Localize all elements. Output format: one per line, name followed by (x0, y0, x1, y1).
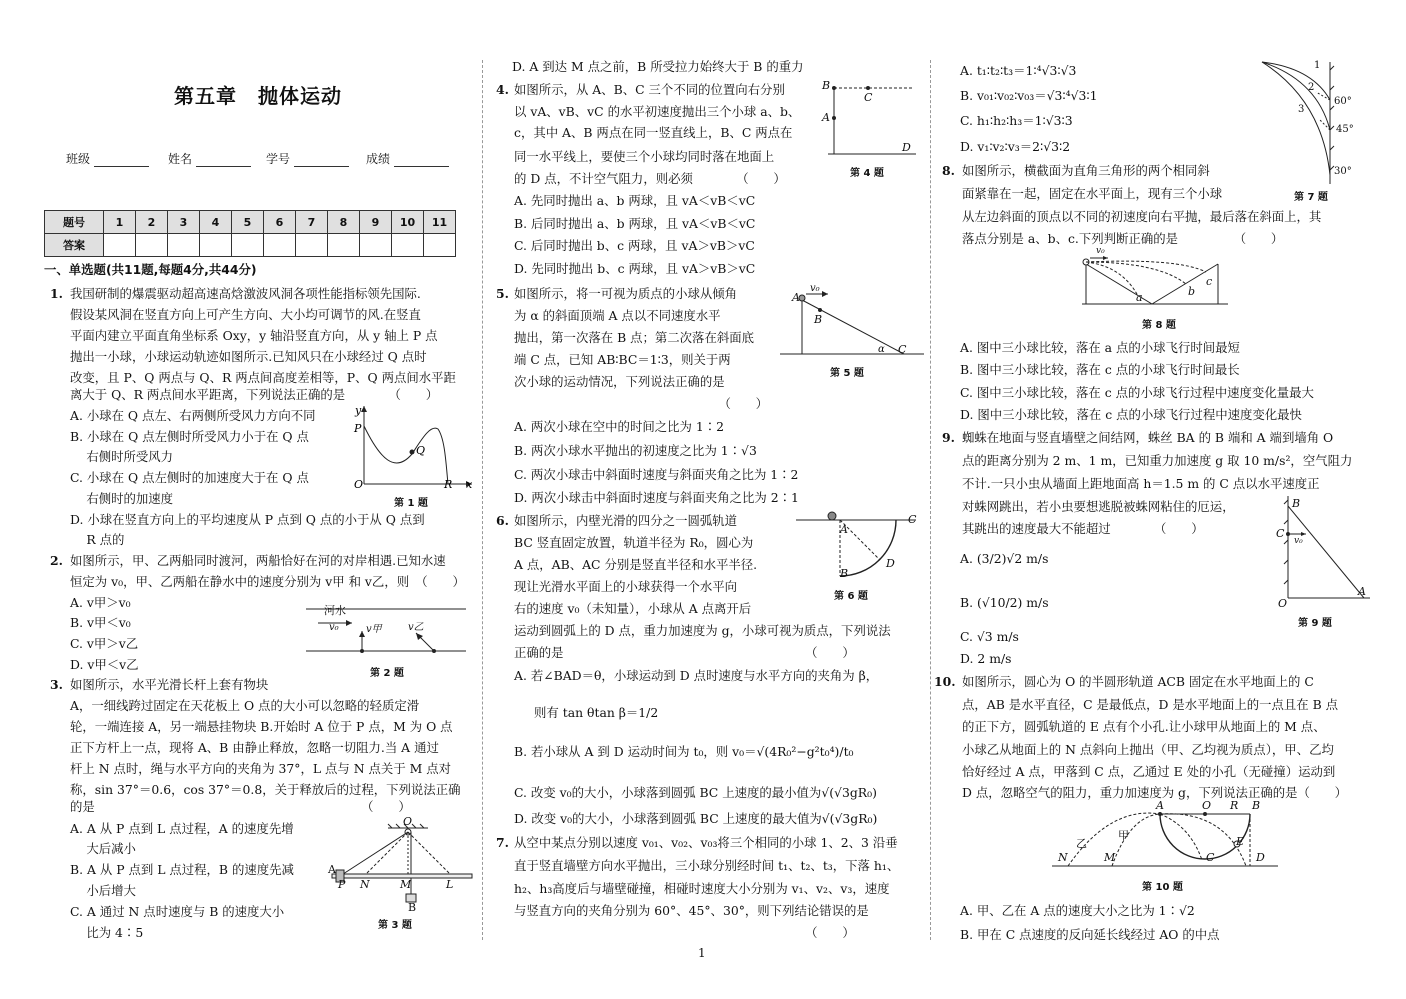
option-d[interactable]: D. 图中三小球比较，落在 c 点的小球飞行过程中速度变化最快 (960, 407, 1302, 422)
fig6-label-D: D (886, 557, 895, 570)
fig9-label-B: B (1292, 497, 1301, 510)
option-d[interactable]: D. v₁∶v₂∶v₃＝2∶√3∶2 (960, 139, 1071, 154)
question-line: D 点，忽略空气的阻力，重力加速度为 g，下列说法正确的是（ ） (962, 785, 1348, 800)
option-b-cont: 右侧时所受风力 (70, 449, 174, 464)
fig7-label-2: 2 (1308, 82, 1315, 93)
question-line: 运动到圆弧上的 D 点，重力加速度为 g，小球可视为质点，下列说法 (514, 623, 891, 638)
answer-cell[interactable] (392, 234, 424, 257)
question-number: 6. (496, 513, 509, 528)
question-line: 改变，且 P、Q 两点与 Q、R 两点间高度差相等，P、Q 两点间水平距 (70, 370, 456, 385)
option-d[interactable]: D. 先同时抛出 b、c 两球，且 vA＞vB＞vC (514, 261, 756, 276)
question-line: 右的速度 v₀（未知量），小球从 A 点离开后 (514, 601, 752, 616)
option-d[interactable]: D. 小球在竖直方向上的平均速度从 P 点到 Q 点的小于从 Q 点到 (70, 512, 425, 527)
question-line: 如图所示，将一可视为质点的小球从倾角 (514, 286, 738, 301)
fig7-label-30: 30° (1334, 166, 1352, 177)
question-line: 如图所示，内壁光滑的四分之一圆弧轨道 (514, 513, 738, 528)
question-line: A 点，AB、AC 分别是竖直半径和水平半径. (514, 557, 758, 572)
question-line: 如图所示，圆心为 O 的半圆形轨道 ACB 固定在水平地面上的 C (962, 674, 1314, 689)
question-line: 如图所示，横截面为直角三角形的两个相同斜 (962, 163, 1210, 178)
svg-text:Q: Q (416, 444, 426, 457)
question-line: 端 C 点，已知 AB∶BC＝1∶3，则关于两 (514, 352, 731, 367)
question-line: 如图所示，甲、乙两船同时渡河，两船恰好在河的对岸相遇.已知水速 (70, 553, 446, 568)
table-answer-label: 答案 (45, 234, 104, 257)
option-b-cont: 小后增大 (70, 883, 136, 898)
figure-caption: 第 8 题 (1142, 320, 1176, 331)
option-b[interactable]: B. 图中三小球比较，落在 c 点的小球飞行时间最长 (960, 362, 1240, 377)
svg-text:y: y (355, 404, 362, 417)
fig3-label-N: N (360, 878, 370, 891)
question-line: 同一水平线上，要使三个小球均同时落在地面上 (514, 149, 775, 164)
question-number: 3. (50, 677, 63, 692)
fig5-label-alpha: α (878, 344, 885, 355)
fig8-label-v0: v₀ (1096, 246, 1105, 256)
question-line: 落点分别是 a、b、c.下列判断正确的是 （ ） (962, 231, 1284, 246)
option-a[interactable]: A. 两次小球在空中的时间之比为 1∶2 (514, 419, 724, 434)
figure-caption: 第 10 题 (1142, 882, 1183, 893)
table-number: 4 (200, 211, 232, 234)
figure-caption: 第 6 题 (834, 591, 868, 602)
option-b[interactable]: B. 小球在 Q 点左侧时所受风力小于在 Q 点 (70, 429, 309, 444)
option-b[interactable]: B. A 从 P 点到 L 点过程，B 的速度先减 (70, 862, 294, 877)
table-number: 5 (232, 211, 264, 234)
fig4-label-A: A (822, 111, 830, 124)
fig6-label-A: A (840, 523, 848, 536)
question-line: 与竖直方向的夹角分别为 60°、45°、30°，则下列结论错误的是 (514, 903, 869, 918)
figure-caption: 第 9 题 (1298, 618, 1332, 629)
fig7-label-60: 60° (1334, 96, 1352, 107)
option-a-cont: 则有 tan θtan β＝1/2 (534, 705, 659, 720)
fig3-label-L: L (446, 878, 454, 891)
table-number: 1 (104, 211, 136, 234)
figure-caption: 第 2 题 (370, 668, 404, 679)
fig5-label-C: C (898, 343, 907, 356)
fig3-label-P: P (338, 878, 346, 891)
question-line: h₂、h₃高度后与墙壁碰撞，相碰时速度大小分别为 v₁、v₂、v₃，速度 (514, 881, 890, 896)
table-number: 6 (264, 211, 296, 234)
option-a[interactable]: A. 先同时抛出 a、b 两球，且 vA＜vB＜vC (514, 193, 756, 208)
option-c[interactable]: C. 小球在 Q 点左侧时的加速度大于在 Q 点 (70, 470, 309, 485)
figure-caption: 第 3 题 (378, 920, 412, 931)
vb-label: v乙 (408, 622, 424, 633)
fig5-label-B: B (814, 313, 823, 326)
svg-text:O: O (354, 478, 364, 490)
fig4-label-B: B (822, 79, 831, 92)
question-line: （ ） (514, 925, 855, 940)
score-field[interactable]: 成绩 (366, 150, 449, 167)
question-line: 平面内建立平面直角坐标系 Oxy，y 轴沿竖直方向，从 y 轴上 P 点 (70, 328, 438, 343)
fig7-label-45: 45° (1336, 124, 1354, 135)
question-number: 5. (496, 286, 509, 301)
option-b[interactable]: B. (√10/2) m/s (960, 595, 1049, 610)
option-d[interactable]: D. 两次小球击中斜面时速度与斜面夹角之比为 2∶1 (514, 490, 799, 505)
answer-cell[interactable] (264, 234, 296, 257)
question-line: 如图所示，水平光滑长杆上套有物块 (70, 677, 269, 692)
option-a[interactable]: A. (3/2)√2 m/s (960, 551, 1049, 566)
q6-arc-figure (796, 510, 926, 588)
fig7-label-1: 1 (1314, 60, 1321, 71)
fig10-label-yi: 乙 (1076, 837, 1087, 850)
question-line: 正确的是 （ ） (514, 645, 855, 660)
fig10-label-D: D (1256, 851, 1265, 864)
column-3 (934, 0, 1366, 999)
option-d[interactable]: D. v甲＜v乙 (70, 657, 139, 672)
question-number: 10. (934, 674, 956, 689)
question-line: （ ） (514, 396, 769, 411)
question-line: 次小球的运动情况，下列说法正确的是 (514, 374, 725, 389)
fig10-label-jia: 甲 (1118, 829, 1129, 842)
option-b[interactable]: B. v₀₁∶v₀₂∶v₀₃＝√3∶⁴√3∶1 (960, 88, 1098, 103)
id-field[interactable]: 学号 (266, 150, 349, 167)
option-d[interactable]: D. 改变 v₀的大小，小球落到圆弧 BC 上速度的最大值为√(√3gR₀) (514, 811, 878, 826)
option-d[interactable]: D. 2 m/s (960, 651, 1012, 666)
table-number: 11 (424, 211, 456, 234)
question-line: 轮，一端连接 A，另一端悬挂物块 B.开始时 A 位于 P 点，M 为 O 点 (70, 719, 453, 734)
fig8-label-b: b (1188, 285, 1196, 298)
fig3-label-O: O (403, 815, 413, 828)
option-c[interactable]: C. v甲＞v乙 (70, 636, 139, 651)
fig9-label-v0: v₀ (1294, 536, 1303, 546)
answer-table-header-row (45, 211, 456, 234)
option-a[interactable]: A. 图中三小球比较，落在 a 点的小球飞行时间最短 (960, 340, 1240, 355)
question-number: 4. (496, 82, 509, 97)
fig9-label-C: C (1276, 527, 1285, 540)
fig5-label-v0: v₀ (810, 283, 820, 294)
question-line: 直于竖直墙壁方向水平抛出，三小球分别经时间 t₁、t₂、t₃，下落 h₁、 (514, 858, 900, 873)
table-number: 7 (296, 211, 328, 234)
fig4-label-D: D (902, 141, 911, 154)
option-c[interactable]: C. 两次小球击中斜面时速度与斜面夹角之比为 1∶2 (514, 467, 799, 482)
figure-caption: 第 1 题 (394, 498, 428, 509)
option-b[interactable]: B. 若小球从 A 到 D 运动时间为 t₀，则 v₀＝√(4R₀²−g²t₀⁴)/t₀ (514, 744, 854, 759)
fig9-label-A: A (1358, 585, 1366, 598)
fig7-label-3: 3 (1298, 104, 1305, 115)
chapter-title: 第五章 抛体运动 (174, 84, 342, 108)
option-a-cont: 大后减小 (70, 841, 136, 856)
answer-cell[interactable] (104, 234, 136, 257)
option-c-cont: 比为 4∶5 (70, 925, 144, 940)
option-a[interactable]: A. A 从 P 点到 L 点过程，A 的速度先增 (70, 821, 294, 836)
column-1 (44, 0, 472, 999)
fig4-label-C: C (864, 91, 873, 104)
table-number: 2 (136, 211, 168, 234)
answer-cell[interactable] (168, 234, 200, 257)
question-number: 1. (50, 286, 63, 301)
table-header-label: 题号 (45, 211, 104, 234)
question-line: 假设某风洞在竖直方向上可产生方向、大小均可调节的风.在竖直 (70, 307, 421, 322)
option-d[interactable]: D. A 到达 M 点之前，B 所受拉力始终大于 B 的重力 (512, 59, 804, 74)
option-c[interactable]: C. 图中三小球比较，落在 c 点的小球飞行过程中速度变化量最大 (960, 385, 1314, 400)
option-b[interactable]: B. 甲在 C 点速度的反向延长线经过 AO 的中点 (960, 927, 1220, 942)
fig8-label-c: c (1206, 275, 1213, 288)
option-c[interactable]: C. 改变 v₀的大小，小球落到圆弧 BC 上速度的最小值为√(√3gR₀) (514, 785, 877, 800)
question-line: 对蛛网跳出，若小虫要想逃脱被蛛网粘住的厄运， (962, 499, 1235, 514)
question-line: c，其中 A、B 两点在同一竖直线上，B、C 两点在 (514, 125, 793, 140)
fig9-label-O: O (1278, 597, 1288, 610)
option-a[interactable]: A. v甲＞v₀ (70, 595, 131, 610)
name-field[interactable]: 姓名 (168, 150, 251, 167)
question-number: 2. (50, 553, 63, 568)
river-label: 河水 (324, 604, 346, 617)
fig10-label-N: N (1058, 851, 1068, 864)
section-heading: 一、单选题(共11题,每题4分,共44分) (44, 262, 257, 277)
figure-caption: 第 7 题 (1294, 192, 1328, 203)
fig3-label-M: M (400, 878, 412, 891)
question-line: 抛出，第一次落在 B 点；第二次落在斜面底 (514, 330, 755, 345)
question-line: 为 α 的斜面顶端 A 点以不同速度水平 (514, 308, 721, 323)
option-c[interactable]: C. A 通过 N 点时速度与 B 的速度大小 (70, 904, 285, 919)
table-number: 3 (168, 211, 200, 234)
question-line: 的是 （ ） (70, 799, 411, 814)
answer-cell[interactable] (360, 234, 392, 257)
question-line: BC 竖直固定放置，轨道半径为 R₀，圆心为 (514, 535, 754, 550)
question-number: 7. (496, 835, 509, 850)
option-c[interactable]: C. √3 m/s (960, 629, 1019, 644)
va-label: v甲 (366, 624, 382, 635)
question-line: 小球乙从地面上的 N 点斜向上抛出（甲、乙均视为质点），甲、乙均 (962, 742, 1334, 757)
answer-table-answer-row (45, 234, 456, 257)
fig6-label-B: B (840, 567, 849, 580)
option-a[interactable]: A. 若∠BAD＝θ，小球运动到 D 点时速度与水平方向的夹角为 β， (514, 668, 879, 683)
question-line: 的 D 点，不计空气阻力，则必须 （ ） (514, 171, 786, 186)
question-line: 以 vA、vB、vC 的水平初速度抛出三个小球 a、b、 (514, 104, 801, 119)
question-line: 恰好经过 A 点，甲落到 C 点，乙通过 E 处的小孔（无碰撞）运动到 (962, 764, 1336, 779)
v0-label: v₀ (329, 622, 339, 633)
svg-text:x: x (466, 478, 473, 490)
column-2 (496, 0, 922, 999)
question-line: 恒定为 v₀，甲、乙两船在静水中的速度分别为 v甲 和 v乙，则 （ ） (70, 574, 465, 589)
q1-trajectory-figure (350, 404, 474, 490)
question-line: 杆上 N 点时，绳与水平方向的夹角为 37°，L 点与 N 点关于 M 点对 (70, 761, 452, 776)
question-line: 称，sin 37°＝0.6，cos 37°＝0.8，关于释放后的过程，下列说法正确 (70, 782, 461, 797)
page-number: 1 (698, 946, 706, 960)
fig5-label-A: A (792, 291, 800, 304)
question-line: 面紧靠在一起，固定在水平面上，现有三个小球 (962, 186, 1223, 201)
question-line: 其跳出的速度最大不能超过 （ ） (962, 521, 1204, 536)
question-line: 点，AB 是水平直径，C 是最低点，D 是水平地面上的一点且在 B 点 (962, 697, 1339, 712)
answer-cell[interactable] (296, 234, 328, 257)
figure-caption: 第 5 题 (830, 368, 864, 379)
question-line: 离大于 Q、R 两点间水平距离，下列说法正确的是 （ ） (70, 387, 439, 402)
fig3-label-A: A (328, 863, 336, 876)
table-number: 8 (328, 211, 360, 234)
option-b[interactable]: B. 后同时抛出 a、b 两球，且 vA＜vB＜vC (514, 216, 756, 231)
answer-cell[interactable] (200, 234, 232, 257)
answer-cell[interactable] (328, 234, 360, 257)
question-line: A，一细线跨过固定在天花板上 O 点的大小可以忽略的轻质定滑 (70, 698, 420, 713)
fig8-label-a: a (1136, 291, 1143, 304)
class-field[interactable]: 班级 (66, 150, 149, 167)
question-number: 9. (942, 430, 955, 445)
option-c[interactable]: C. 后同时抛出 b、c 两球，且 vA＞vB＞vC (514, 238, 755, 253)
q9-web-figure (1272, 494, 1372, 604)
question-line: 不计.一只小虫从墙面上距地面高 h＝1.5 m 的 C 点以水平速度正 (962, 476, 1320, 491)
option-c-cont: 右侧时的加速度 (70, 491, 174, 506)
option-a[interactable]: A. 甲、乙在 A 点的速度大小之比为 1∶√2 (960, 903, 1195, 918)
answer-cell[interactable] (136, 234, 168, 257)
question-line: 点的距离分别为 2 m、1 m，已知重力加速度 g 取 10 m/s²，空气阻力 (962, 453, 1353, 468)
column-divider (930, 60, 931, 940)
question-line: 蜘蛛在地面与竖直墙壁之间结网，蛛丝 BA 的 B 端和 A 端到墙角 O (962, 430, 1334, 445)
table-number: 10 (392, 211, 424, 234)
fig6-label-C: C (908, 513, 917, 526)
svg-text:R: R (444, 478, 453, 490)
question-line: 从左边斜面的顶点以不同的初速度向右平抛，最后落在斜面上，其 (962, 209, 1322, 224)
option-b[interactable]: B. v甲＜v₀ (70, 615, 131, 630)
answer-cell[interactable] (424, 234, 456, 257)
fig10-label-C: C (1206, 851, 1215, 864)
fig10-label-R: R (1230, 799, 1239, 812)
option-a[interactable]: A. t₁∶t₂∶t₃＝1∶⁴√3∶√3 (960, 63, 1077, 78)
question-line: 我国研制的爆震驱动超高速高焓激波风洞各项性能指标领先国际. (70, 286, 421, 301)
svg-text:P: P (354, 422, 362, 435)
q3-pulley-figure (328, 815, 474, 912)
option-b[interactable]: B. 两次小球水平抛出的初速度之比为 1∶√3 (514, 443, 757, 458)
column-divider (482, 60, 483, 940)
table-number: 9 (360, 211, 392, 234)
fig10-label-A: A (1156, 799, 1164, 812)
option-c[interactable]: C. h₁∶h₂∶h₃＝1∶√3∶3 (960, 113, 1073, 128)
option-a[interactable]: A. 小球在 Q 点左、右两侧所受风力方向不同 (70, 408, 316, 423)
question-line: 的正下方，圆弧轨道的 E 点有个小孔.让小球甲从地面上的 M 点、 (962, 719, 1326, 734)
answer-table (44, 210, 456, 257)
question-number: 8. (942, 163, 955, 178)
fig3-label-B: B (408, 901, 417, 914)
fig10-label-E: E (1236, 835, 1245, 848)
fig10-label-B: B (1252, 799, 1261, 812)
option-d-cont: R 点的 (70, 532, 125, 547)
question-line: 抛出一小球，小球运动轨迹如图所示.已知风只在小球经过 Q 点时 (70, 349, 427, 364)
question-line: 正下方杆上一点，现将 A、B 由静止释放，忽略一切阻力.当 A 通过 (70, 740, 439, 755)
question-line: 现让光滑水平面上的小球获得一个水平向 (514, 579, 738, 594)
fig10-label-O: O (1202, 799, 1212, 812)
fig10-label-M: M (1104, 851, 1116, 864)
figure-caption: 第 4 题 (850, 168, 884, 179)
answer-cell[interactable] (232, 234, 264, 257)
question-line: 从空中某点分别以速度 v₀₁、v₀₂、v₀₃将三个相同的小球 1、2、3 沿垂 (514, 835, 898, 850)
question-line: 如图所示，从 A、B、C 三个不同的位置向右分别 (514, 82, 785, 97)
